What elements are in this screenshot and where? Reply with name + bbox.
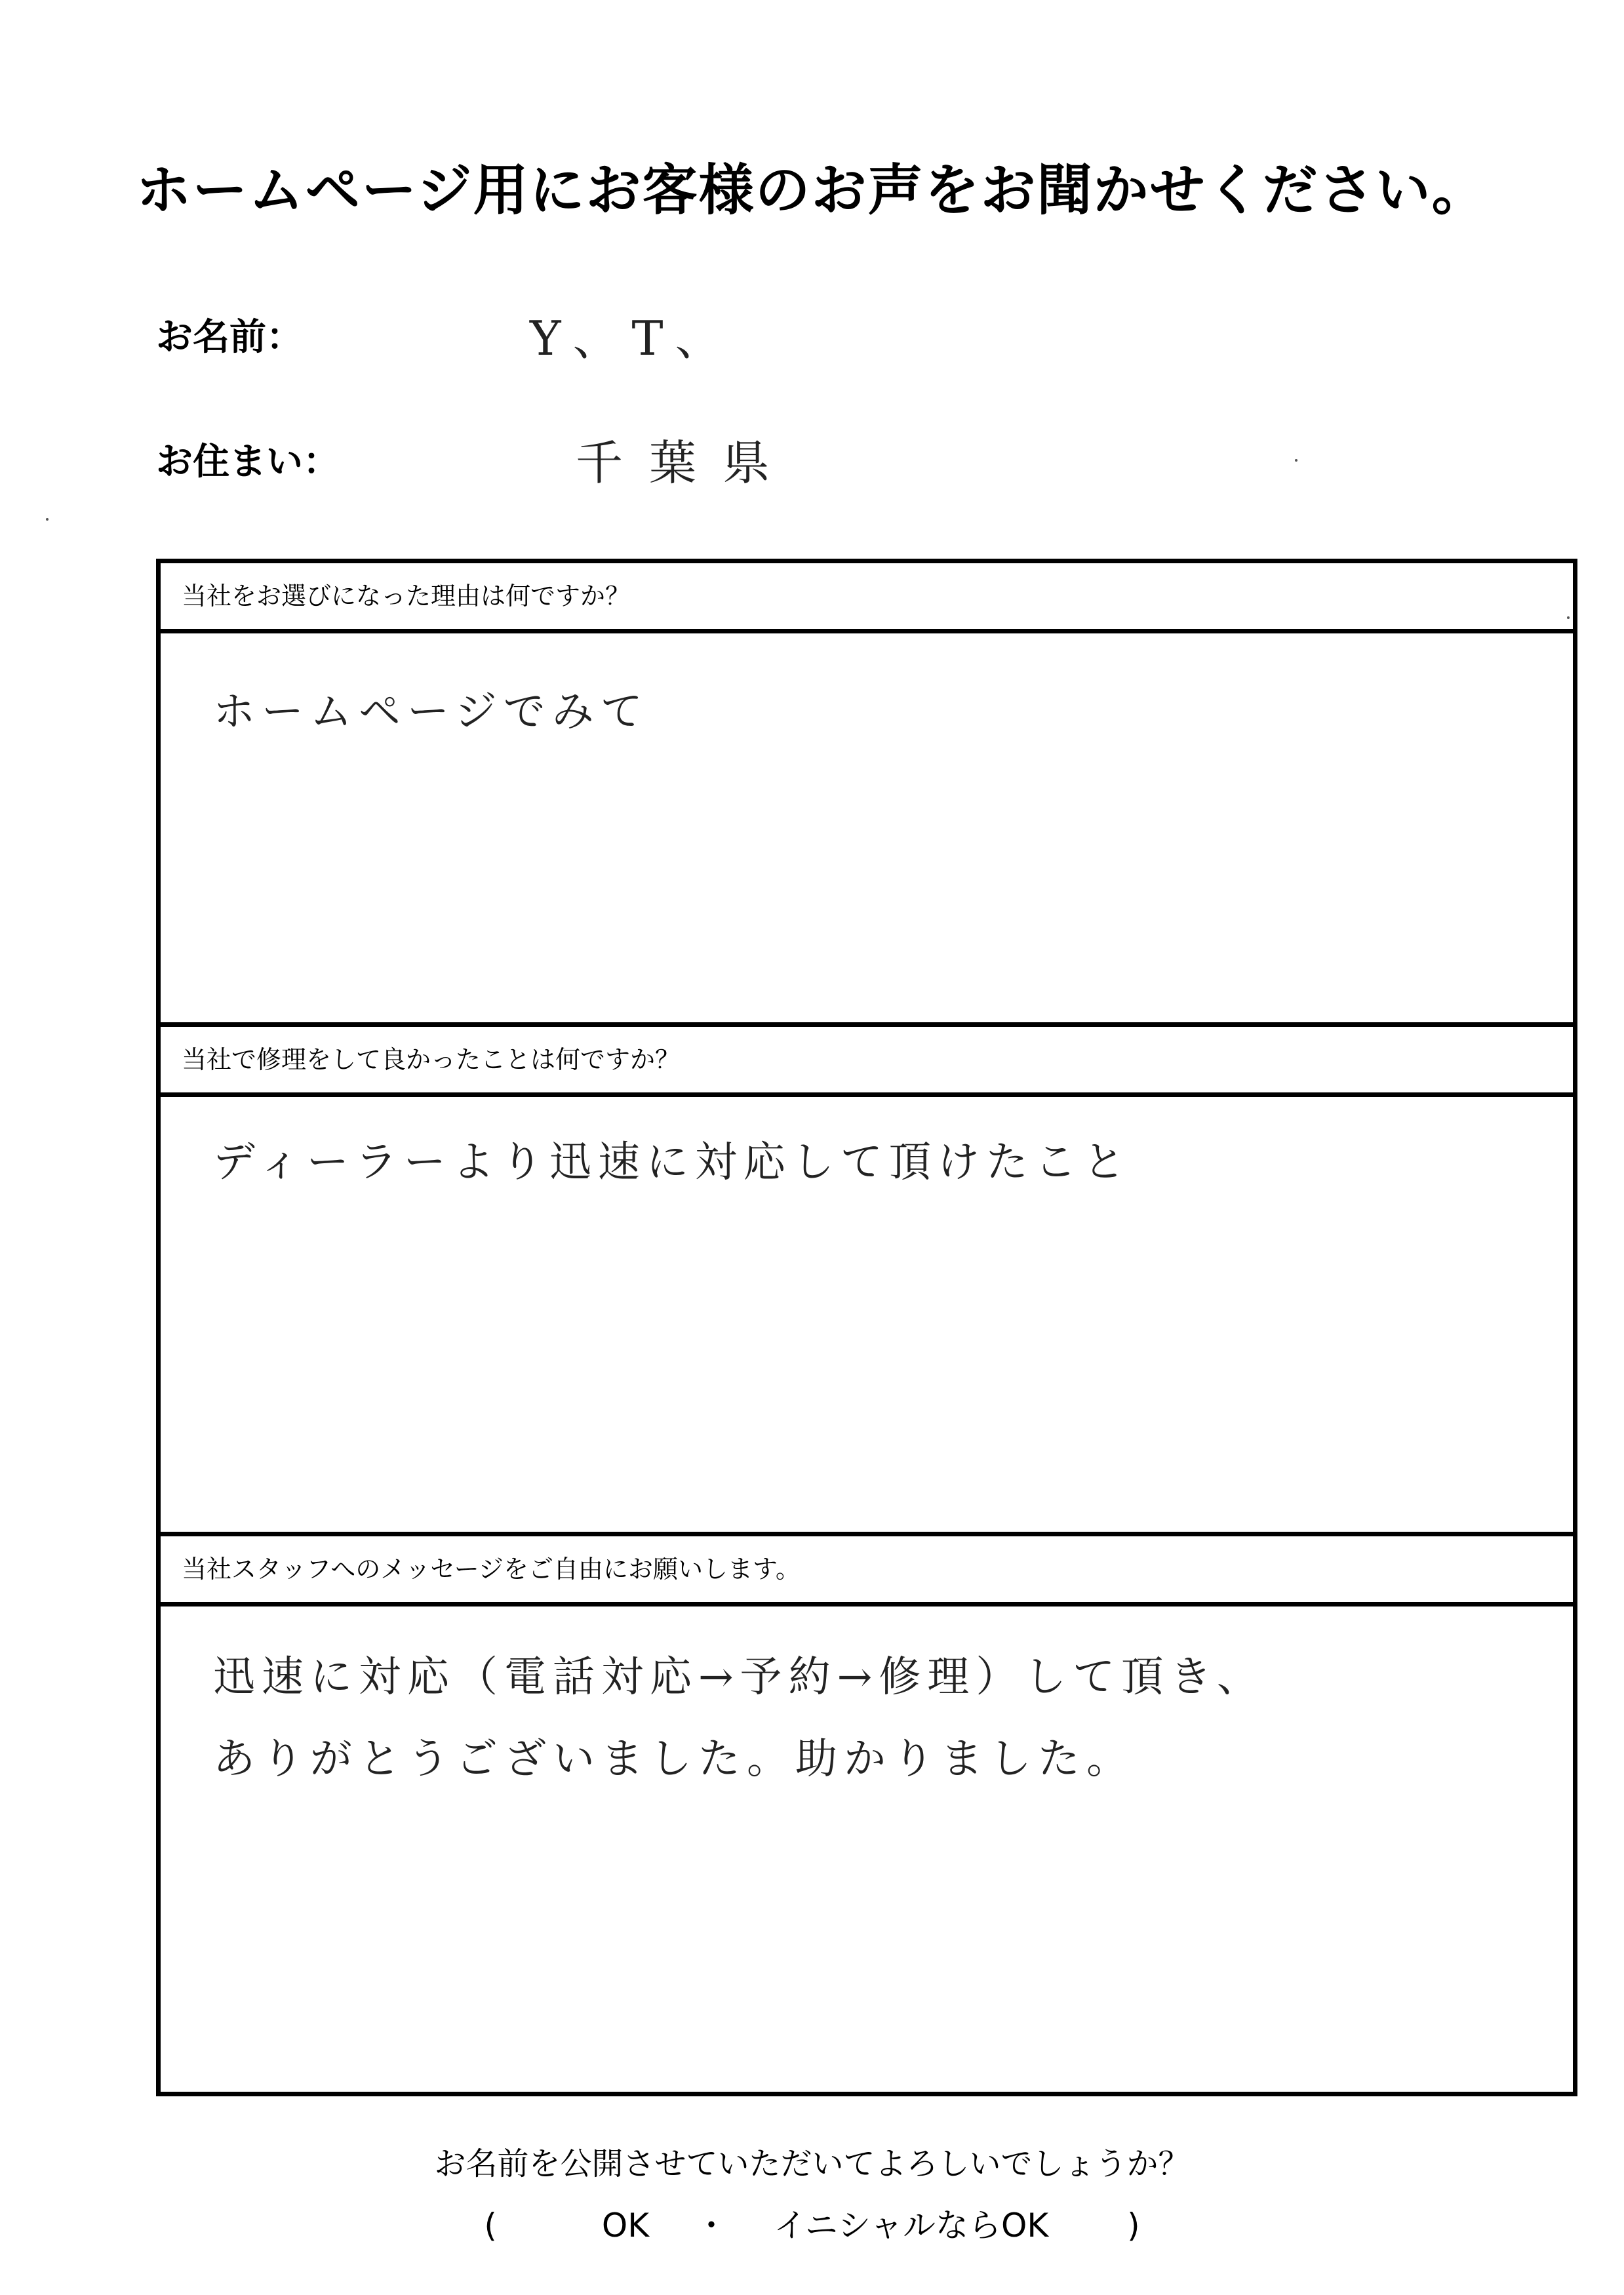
option-ok[interactable]: OK	[601, 2206, 649, 2245]
section-message-answer-line-1: 迅速に対応（電話対応→予約→修理）して頂き、	[213, 1653, 1265, 1702]
paren-open: (	[484, 2206, 497, 2245]
paren-close: )	[1127, 2206, 1140, 2245]
address-row	[156, 423, 796, 495]
address-value: 千葉県	[576, 435, 797, 490]
name-disclosure-question: お名前を公開させていただいてよろしいでしょうか？	[434, 2145, 1190, 2182]
page-title: ホームページ用にお客様のお声をお聞かせください。	[136, 158, 1488, 222]
section-message	[161, 1536, 1573, 2094]
scan-speck	[1295, 459, 1297, 462]
section-good-points-question: 当社で修理をして良かったことは何ですか？	[161, 1027, 1573, 1097]
name-value: Y、T、	[530, 311, 734, 366]
option-initials-ok[interactable]: イニシャルならOK	[774, 2206, 1049, 2245]
section-reason-question: 当社をお選びになった理由は何ですか？	[161, 563, 1573, 633]
name-row	[156, 298, 734, 370]
address-label: お住まい：	[156, 441, 340, 483]
section-good-points-answer-line-1: ディーラーより迅速に対応して頂けたこと	[213, 1138, 1132, 1187]
name-label: お名前：	[156, 316, 303, 359]
name-disclosure-options	[0, 2199, 1624, 2252]
survey-form	[156, 559, 1577, 2096]
option-separator: ・	[695, 2206, 728, 2245]
section-divider	[161, 1532, 1573, 1536]
section-reason	[161, 563, 1573, 1022]
scan-speck	[46, 518, 49, 521]
section-message-answer-line-2: ありがとうございました。助かりました。	[213, 1735, 1135, 1784]
scan-speck	[1567, 616, 1570, 619]
section-message-question: 当社スタッフへのメッセージをご自由にお願いします。	[161, 1536, 1573, 1606]
section-good-points	[161, 1027, 1573, 1532]
section-reason-answer-line-1: ホームページでみて	[213, 688, 649, 736]
section-divider	[161, 1022, 1573, 1027]
